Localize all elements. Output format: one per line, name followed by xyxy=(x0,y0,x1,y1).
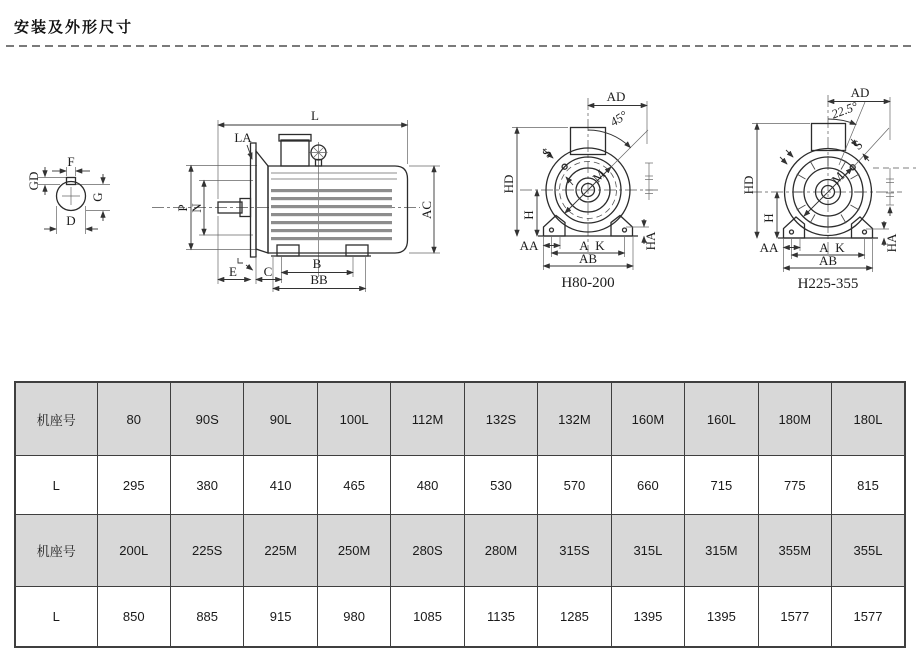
table-cell: 225M xyxy=(244,514,317,586)
table-row xyxy=(15,586,905,647)
dim-label-p: P xyxy=(175,204,190,212)
table-cell: 980 xyxy=(317,586,390,647)
terminal-box-front-large xyxy=(812,124,846,151)
dim-label-d: D xyxy=(66,213,76,228)
table-cell: 465 xyxy=(317,456,390,515)
front-view-h80-200 xyxy=(501,89,658,291)
dim-label-s-small: S xyxy=(538,144,555,161)
table-row xyxy=(15,456,905,515)
dim-label-h-small: H xyxy=(521,210,536,220)
angle-label-225: 22.5° xyxy=(829,99,860,122)
dim-label-n: N xyxy=(189,203,204,213)
table-cell: 1577 xyxy=(758,586,831,647)
dim-label-hd-large: HD xyxy=(741,175,756,195)
table-row xyxy=(15,514,905,586)
table-cell: 315S xyxy=(538,514,611,586)
row-header-cell: 机座号 xyxy=(15,382,97,456)
dashed-divider xyxy=(6,45,914,47)
table-cell: 850 xyxy=(97,586,170,647)
table-cell: 180L xyxy=(832,382,905,456)
dimension-drawings xyxy=(0,55,920,345)
table-cell: 775 xyxy=(758,456,831,515)
table-cell: 380 xyxy=(170,456,243,515)
table-cell: 1577 xyxy=(832,586,905,647)
dim-label-la: LA xyxy=(234,130,252,145)
dim-label-gd: GD xyxy=(26,171,41,191)
side-view-diagram xyxy=(152,108,440,292)
dim-label-ad-large: AD xyxy=(850,85,870,100)
dim-label-ab-large: AB xyxy=(818,253,838,268)
dim-label-hd-small: HD xyxy=(501,174,516,194)
angle-label-45: 45° xyxy=(607,108,630,130)
table-cell: 160L xyxy=(685,382,758,456)
table-cell: 1395 xyxy=(611,586,684,647)
frame-size-table xyxy=(14,381,906,648)
table-cell: 1135 xyxy=(464,586,537,647)
table-cell: 1395 xyxy=(685,586,758,647)
dim-label-m-large: M xyxy=(828,168,848,188)
dim-label-ad-small: AD xyxy=(606,89,626,104)
table-cell: 112M xyxy=(391,382,464,456)
table-cell: 480 xyxy=(391,456,464,515)
table-cell: 225S xyxy=(170,514,243,586)
table-cell: 90L xyxy=(244,382,317,456)
table-cell: 132M xyxy=(538,382,611,456)
dim-label-e: E xyxy=(229,264,237,279)
dim-label-l: L xyxy=(311,108,319,123)
page-title: 安装及外形尺寸 xyxy=(14,19,134,36)
table-cell: 1285 xyxy=(538,586,611,647)
dim-label-a-large: A xyxy=(819,240,829,255)
table-cell: 815 xyxy=(832,456,905,515)
table-cell: 355M xyxy=(758,514,831,586)
table-cell: 90S xyxy=(170,382,243,456)
row-header-cell: L xyxy=(15,456,97,515)
table-cell: 100L xyxy=(317,382,390,456)
row-header-cell: 机座号 xyxy=(15,514,97,586)
row-header-cell: L xyxy=(15,586,97,647)
front-view-h225-355 xyxy=(741,85,916,292)
flange-plate xyxy=(251,143,257,257)
caption-h225-355: H225-355 xyxy=(797,276,859,292)
dim-label-ab-small: AB xyxy=(578,251,598,266)
table-cell: 280S xyxy=(391,514,464,586)
motor-feet-side xyxy=(271,245,371,256)
dim-label-k-large: K xyxy=(835,240,845,255)
dim-label-h-large: H xyxy=(761,213,776,223)
dim-label-g: G xyxy=(90,192,105,202)
table-cell: 1085 xyxy=(391,586,464,647)
table-cell: 80 xyxy=(97,382,170,456)
table-cell: 280M xyxy=(464,514,537,586)
table-cell: 355L xyxy=(832,514,905,586)
table-cell: 132S xyxy=(464,382,537,456)
dim-label-ha-large: HA xyxy=(884,233,899,253)
table-cell: 200L xyxy=(97,514,170,586)
end-shield xyxy=(256,151,268,253)
table-row xyxy=(15,382,905,456)
table-cell: 250M xyxy=(317,514,390,586)
table-cell: 295 xyxy=(97,456,170,515)
table-cell: 180M xyxy=(758,382,831,456)
dim-label-f: F xyxy=(67,154,75,169)
dim-label-m-small: M xyxy=(589,166,609,186)
table-cell: 530 xyxy=(464,456,537,515)
table-cell: 315L xyxy=(611,514,684,586)
dim-label-k-small: K xyxy=(595,238,605,253)
table-cell: 570 xyxy=(538,456,611,515)
cooling-fins xyxy=(271,173,397,240)
table-cell: 915 xyxy=(244,586,317,647)
dim-label-b: B xyxy=(312,256,322,271)
dim-label-bb: BB xyxy=(310,272,328,287)
table-cell: 160M xyxy=(611,382,684,456)
dim-label-ha-small: HA xyxy=(643,231,658,251)
table-cell: 660 xyxy=(611,456,684,515)
table-cell: 410 xyxy=(244,456,317,515)
table-cell: 315M xyxy=(685,514,758,586)
dim-label-aa-small: AA xyxy=(519,238,539,253)
terminal-box-side xyxy=(281,140,309,166)
dim-label-s-large: S xyxy=(849,136,866,153)
table-cell: 885 xyxy=(170,586,243,647)
table-cell: 715 xyxy=(685,456,758,515)
dim-label-aa-large: AA xyxy=(759,240,779,255)
dim-label-c: C xyxy=(263,264,273,279)
dim-label-ac: AC xyxy=(419,200,434,220)
caption-h80-200: H80-200 xyxy=(561,275,615,291)
dim-label-a-small: A xyxy=(579,238,589,253)
shaft-section-diagram xyxy=(26,154,110,234)
